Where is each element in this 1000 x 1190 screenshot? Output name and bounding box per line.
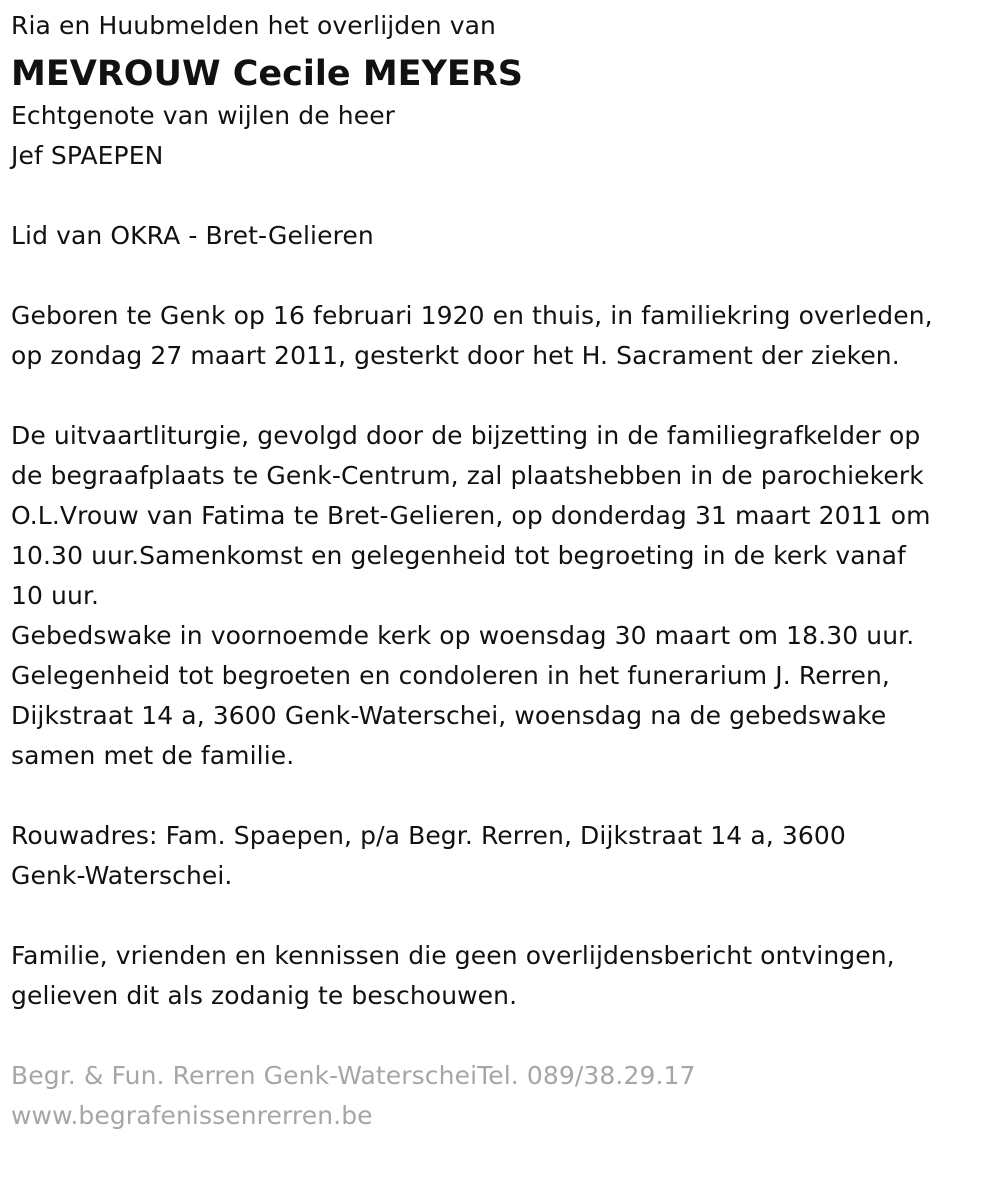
spacer (11, 1016, 1000, 1056)
spacer (11, 776, 1000, 816)
funeral-line: Dijkstraat 14 a, 3600 Genk-Waterschei, woensdag na de gebedswake (11, 701, 887, 730)
deceased-name: MEVROUW Cecile MEYERS (11, 54, 523, 94)
funeral-line: 10.30 uur.Samenkomst en gelegenheid tot begroeting in de kerk vanaf (11, 541, 906, 570)
funeral-line: Gelegenheid tot begroeten en condoleren in het funerarium J. Rerren, (11, 661, 890, 690)
funeral-line: O.L.Vrouw van Fatima te Bret-Gelieren, op donderdag 31 maart 2011 om (11, 501, 931, 530)
funeral-line: 10 uur. (11, 581, 100, 610)
footer-website: www.begrafenissenrerren.be (11, 1101, 373, 1130)
birth-death-line: Geboren te Genk op 16 februari 1920 en thuis, in familiekring overleden, (11, 301, 933, 330)
address-line: Genk-Waterschei. (11, 861, 233, 890)
funeral-line: samen met de familie. (11, 741, 295, 770)
spacer (11, 176, 1000, 216)
membership-text: Lid van OKRA - Bret-Gelieren (11, 221, 374, 250)
spacer (11, 256, 1000, 296)
spacer (11, 376, 1000, 416)
spouse-line-1: Echtgenote van wijlen de heer (11, 101, 396, 130)
funeral-line: Gebedswake in voornoemde kerk op woensdag 30 maart om 18.30 uur. (11, 621, 915, 650)
address-line: Rouwadres: Fam. Spaepen, p/a Begr. Rerren, Dijkstraat 14 a, 3600 (11, 821, 846, 850)
closing-line: Familie, vrienden en kennissen die geen overlijdensbericht ontvingen, (11, 941, 895, 970)
closing-line: gelieven dit als zodanig te beschouwen. (11, 981, 518, 1010)
spacer (11, 896, 1000, 936)
funeral-line: De uitvaartliturgie, gevolgd door de bijzetting in de familiegrafkelder op (11, 421, 921, 450)
funeral-line: de begraafplaats te Genk-Centrum, zal plaatshebben in de parochiekerk (11, 461, 924, 490)
footer-company: Begr. & Fun. Rerren Genk-WaterscheiTel. 089/38.29.17 (11, 1061, 696, 1090)
birth-death-line: op zondag 27 maart 2011, gesterkt door het H. Sacrament der zieken. (11, 341, 900, 370)
intro-text: Ria en Huubmelden het overlijden van (11, 11, 496, 40)
spouse-line-2: Jef SPAEPEN (11, 141, 164, 170)
